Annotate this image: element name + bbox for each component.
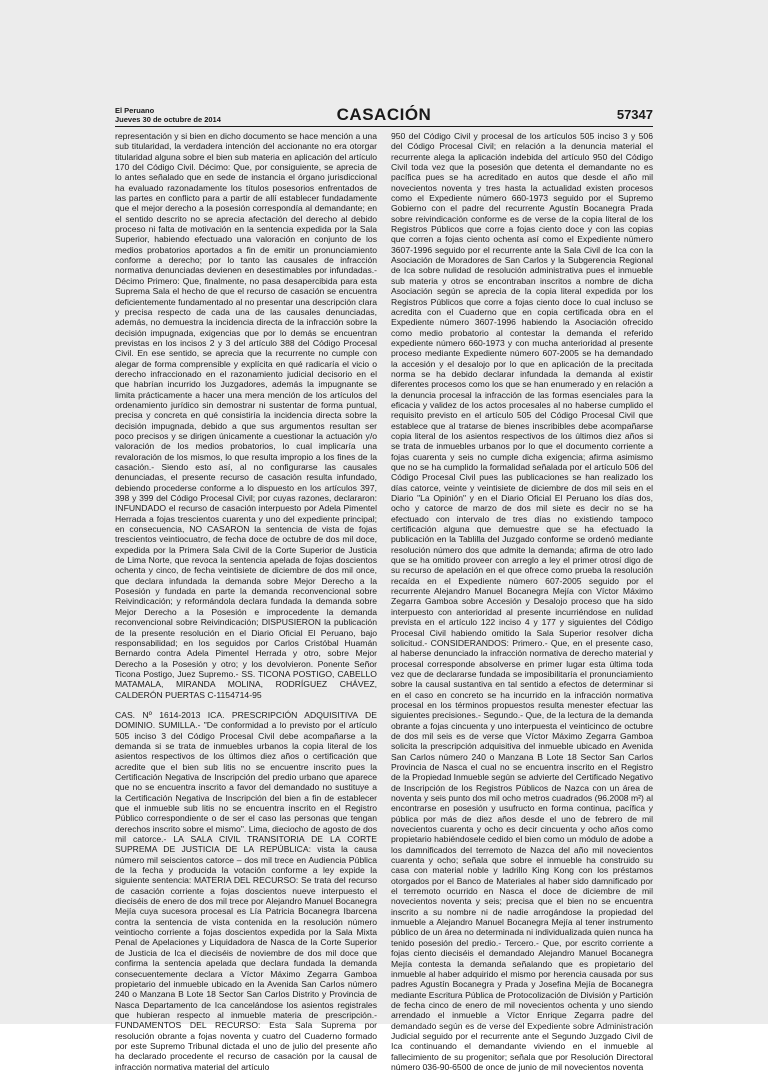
header-divider xyxy=(115,126,653,127)
newspaper-name: El Peruano xyxy=(115,106,155,115)
publication-date: Jueves 30 de octubre de 2014 xyxy=(115,115,221,124)
page-header xyxy=(115,105,653,125)
left-column xyxy=(115,131,377,1072)
right-paragraph-continuation: 950 del Código Civil y procesal de los artículos 505 inciso 3 y 506 del Código Procesal Civil; en relación a la denuncia material el recurrente alega la aplicación indebida del artículo 950 del Código Civil toda vez que la posesión que detenta el demandante no es pacífica pues se ha acreditado en autos que desde el año mil novecientos noventa y tres hasta la actualidad existen procesos como el Expediente número 660-1973 seguido por el Supremo Gobierno con el padre del recurrente Agustín Bocanegra Prada sobre reivindicación conforme es de verse de la copia literal de los Registros Públicos que corre a fojas ciento doce y con las copias que corren a fojas ciento ochenta así como el Expediente número 3607-1996 seguido por el recurrente ante la Sala Civil de Ica con la Asociación de Moradores de San Carlos y la Subgerencia Regional de Ica sobre nulidad de resolución administrativa pues el inmueble sub materia y otros se encontraban inscritos a nombre de dicha Asociación según se aprecia de la copia literal expedida por los Registros Públicos que corre a fojas ciento doce lo cual incluso se acredita con el Cuaderno que en copia certificada obra en el Expediente número 3607-1996 habiendo la Asociación ofrecido como medio probatorio al contestar la demanda el referido expediente número 660-1973 y con mucha anterioridad al presente proceso mediante Expediente número 607-2005 se ha demandado la accesión y el desalojo por lo que en aplicación de la precitada norma se ha debido declarar infundada la demanda al existir diferentes procesos como los que se han enumerado y en relación a la denuncia procesal la infracción de las formas esenciales para la eficacia y validez de los actos procesales al no haberse cumplido el requisito previsto en el artículo 505 del Código Procesal Civil que establece que al tratarse de bienes inscribibles debe acompañarse copia literal de los asientos respectivos de los últimos diez años si se trata de inmuebles urbanos por lo que el documento corriente a fojas cuarenta y seis no cumple dicha exigencia; afirma asimismo que no se ha cumplido la formalidad señalada por el artículo 506 del Código Procesal Civil pues las publicaciones se han realizado los días catorce, veinte y veintisiete de diciembre de dos mil seis en el Diario "La Opinión" y en el Diario Oficial El Peruano los días dos, ocho y catorce de marzo de dos mil siete es decir no se ha efectuado con intervalo de tres días no existiendo tampoco certificación alguna que demuestre que se ha efectuado la publicación en la Tablilla del Juzgado conforme se ordenó mediante resolución número dos que admite la demanda; afirma de otro lado que se ha omitido proveer con arreglo a ley el primer otrosí digo de su recurso de apelación en el que ofrece como prueba la resolución recaída en el Expediente número 607-2005 seguido por el recurrente Alejandro Manuel Bocanegra Mejía con Víctor Máximo Zegarra Gamboa sobre Accesión y Desalojo proceso que ha sido interpuesto con anterioridad al presente incurriéndose en nulidad prevista en el artículo 122 inciso 4 y 177 y siguientes del Código Procesal Civil habiendo omitido la Sala Superior resolver dicha solicitud.- CONSIDERANDOS: Primero.- Que, en el presente caso, al haberse denunciado la infracción normativa de derecho material y procesal corresponde absolverse en primer lugar esta última toda vez que de declararse fundada se imposibilitaría el pronunciamiento sobre la causal sustantiva en tal sentido a efectos de determinar si en el caso en concreto se ha incurrido en la infracción normativa procesal en los términos propuestos resulta menester efectuar las siguientes precisiones.- Segundo.- Que, de la lectura de la demanda obrante a fojas cincuenta y uno interpuesta el veinticinco de octubre de dos mil seis es de verse que Víctor Máximo Zegarra Gamboa solicita la prescripción adquisitiva del inmueble ubicado en Avenida San Carlos número 240 o Manzana B Lote 18 Sector San Carlos Provincia de Nasca el cual no se encuentra inscrito en el Registro de la Propiedad Inmueble según se advierte del Certificado Negativo de Inscripción de los Registros Públicos de Nazca con un área de noventa y seis punto dos mil ocho metros cuadrados (96.2008 m²) al encontrarse en posesión y usufructo en forma continua, pacífica y pública por más de diez años desde el uno de febrero de mil novecientos cuarenta y ocho es decir cincuenta y ocho años como propietario habiéndosele cedido el bien como un módulo de adobe a los damnificados del terremoto de Nazca del año mil novecientos cuarenta y ocho; señala que sobre el inmueble ha construido su casa con material noble y ladrillo King Kong con los préstamos otorgados por el Banco de Materiales al haber sido damnificado por el terremoto ocurrido en Nasca el doce de diciembre de mil novecientos noventa y seis; precisa que el bien no se encuentra inscrito a su nombre ni de nadie arrogándose la propiedad del inmueble a Alejandro Manuel Bocanegra Mejía al tener instrumento público de un área no determinada ni individualizada quien nunca ha tenido posesión del predio.- Tercero.- Que, por escrito corriente a fojas ciento dieciséis el demandado Alejandro Manuel Bocanegra Mejía contesta la demanda señalando que es propietario del inmueble al haber adquirido el mismo por herencia causada por sus padres Agustín Bocanegra y Prada y Josefina Mejía de Bocanegra mediante Escritura Pública de Protocolización de División y Partición de fecha cinco de enero de mil novecientos ochenta y uno siendo arrendado el inmueble a Víctor Enrique Zegarra padre del demandado según es de verse del Expediente sobre Administración Judicial seguido por el recurrente ante el Segundo Juzgado Civil de Ica continuando el demandante viviendo en el inmueble al fallecimiento de su progenitor; señala que por Resolución Directoral número 036-90-6500 de once de junio de mil novecientos noventa xyxy=(391,131,653,1072)
right-column xyxy=(391,131,653,1072)
article-columns xyxy=(115,131,653,1072)
left-paragraph-resolution: representación y si bien en dicho documento se hace mención a una sub titularidad, la verdadera intención del accionante no era otorgar titularidad alguna sobre el bien sub materia en aplicación del artículo 170 del Código Civil. Décimo: Que, por consiguiente, se aprecia de lo antes señalado que en sede de instancia el órgano jurisdiccional ha evaluado razonadamente los títulos posesorios enfrentados de las partes en conflicto para a partir de allí establecer fundadamente que el mejor derecho a la posesión correspondía al demandante; en el sentido descrito no se aprecia afectación del derecho al debido proceso ni falta de motivación en la sentencia expedida por la Sala Superior, habiendo efectuado una valoración en conjunto de los medios probatorios aportados a fin de emitir un pronunciamiento conforme a derecho; por lo tanto las causales de infracción normativa denunciadas devienen en desestimables por infundadas.- Décimo Primero: Que, finalmente, no pasa desapercibida para esta Suprema Sala el hecho de que el recurso de casación se encuentra deficientemente fundamentado al no presentar una descripción clara y precisa respecto de cada una de las causales denunciadas, además, no demuestra la incidencia directa de la infracción sobre la decisión impugnada, exigencias que por lo demás se encuentran previstas en los incisos 2 y 3 del artículo 388 del Código Procesal Civil. En ese sentido, se aprecia que la recurrente no cumple con alegar de forma comprensible y explícita en qué radicaría el vicio o derecho infraccionado en el razonamiento judicial decisorio en el que habrían incurrido los Juzgadores, además la impugnante se limita prácticamente a hacer una mera mención de los artículos del ordenamiento jurídico sin demostrar ni sustentar de forma puntual, precisa y concreta en qué consistiría la incidencia directa sobre la decisión impugnada, debido a que sus argumentos resultan ser poco precisos y se dirigen únicamente a cuestionar la actuación y/o valoración de los medios probatorios, lo cual implicaría una revaloración de los mismos, lo que resulta impropio a los fines de la casación.- Siendo esto así, al no configurarse las causales denunciadas, el presente recurso de casación resulta infundado, debiendo procederse conforme a lo dispuesto en los artículos 397, 398 y 399 del Código Procesal Civil; por cuyas razones, declararon: INFUNDADO el recurso de casación interpuesto por Adela Pimentel Herrada a fojas trescientos cuarenta y uno del expediente principal; en consecuencia, NO CASARON la sentencia de vista de fojas trescientos veintiocuatro, de fecha doce de octubre de dos mil doce, expedida por la Primera Sala Civil de la Corte Superior de Justicia de Lima Norte, que revoca la sentencia apelada de fojas doscientos ochenta y cinco, de fecha veintisiete de diciembre de dos mil once, que declara infundada la demanda sobre Mejor Derecho a la Posesión y fundada en parte la demanda reconvencional sobre Reivindicación; y reformándola declara fundada la demanda sobre Mejor Derecho a la Posesión e improcedente la demanda reconvencional sobre Reivindicación; DISPUSIERON la publicación de la presente resolución en el Diario Oficial El Peruano, bajo responsabilidad; en los seguidos por Carlos Cristóbal Huamán Bernardo contra Adela Pimentel Herrada y otro, sobre Mejor Derecho a la Posesión y otro; y los devolvieron. Ponente Señor Ticona Postigo, Juez Supremo.- SS. TICONA POSTIGO, CABELLO MATAMALA, MIRANDA MOLINA, RODRÍGUEZ CHÁVEZ, CALDERÓN PUERTAS C-1154714-95 xyxy=(115,131,377,700)
page-number: 57347 xyxy=(616,107,653,122)
left-paragraph-cas-1614-2013: CAS. Nº 1614-2013 ICA. PRESCRIPCIÓN ADQUISITIVA DE DOMINIO. SUMILLA.- "De conformidad a lo previsto por el artículo 505 inciso 3 del Código Procesal Civil debe acompañarse a la demanda si se trata de inmuebles urbanos la copia literal de los asientos respectivos de los últimos diez años o certificación que acredite que el bien sub litis no se encuentre inscrito pues la Certificación Negativa de Inscripción del predio urbano que aparece que no se encuentra inscrito a favor del demandado no sustituye a la Certificación Negativa de Inscripción del bien a fin de establecer que el inmueble sub litis no se encuentra inscrito en el Registro Público correspondiente o de ser el caso las personas que tengan derechos inscrito sobre el mismo". Lima, dieciocho de agosto de dos mil catorce.- LA SALA CIVIL TRANSITORIA DE LA CORTE SUPREMA DE JUSTICIA DE LA REPÚBLICA: vista la causa número mil seiscientos catorce – dos mil trece en Audiencia Pública de la fecha y producida la votación conforme a ley expide la siguiente sentencia: MATERIA DEL RECURSO: Se trata del recurso de casación corriente a fojas doscientos nueve interpuesto el dieciséis de enero de dos mil trece por Alejandro Manuel Bocanegra Mejía cuya sucesora procesal es Lía Patricia Bocanegra Ibarcena contra la sentencia de vista contenida en la resolución número veintiocho corriente a fojas doscientos expedida por la Sala Mixta Penal de Apelaciones y Liquidadora de Nasca de la Corte Superior de Justicia de Ica el dieciséis de noviembre de dos mil doce que confirma la sentencia apelada que declara fundada la demanda consecuentemente declara a Víctor Máximo Zegarra Gamboa propietario del inmueble ubicado en la Avenida San Carlos número 240 o Manzana B Lote 18 Sector San Carlos Distrito y Provincia de Nasca Departamento de Ica cancelándose los asientos registrales que hubieran respecto al inmueble materia de prescripción.- FUNDAMENTOS DEL RECURSO: Esta Sala Suprema por resolución obrante a fojas noventa y cuatro del Cuaderno formado por este Supremo Tribunal dictada el uno de julio del presente año ha declarado procedente el recurso de casación por la causal de infracción normativa material del artículo xyxy=(115,709,377,1072)
section-title: CASACIÓN xyxy=(336,105,432,124)
